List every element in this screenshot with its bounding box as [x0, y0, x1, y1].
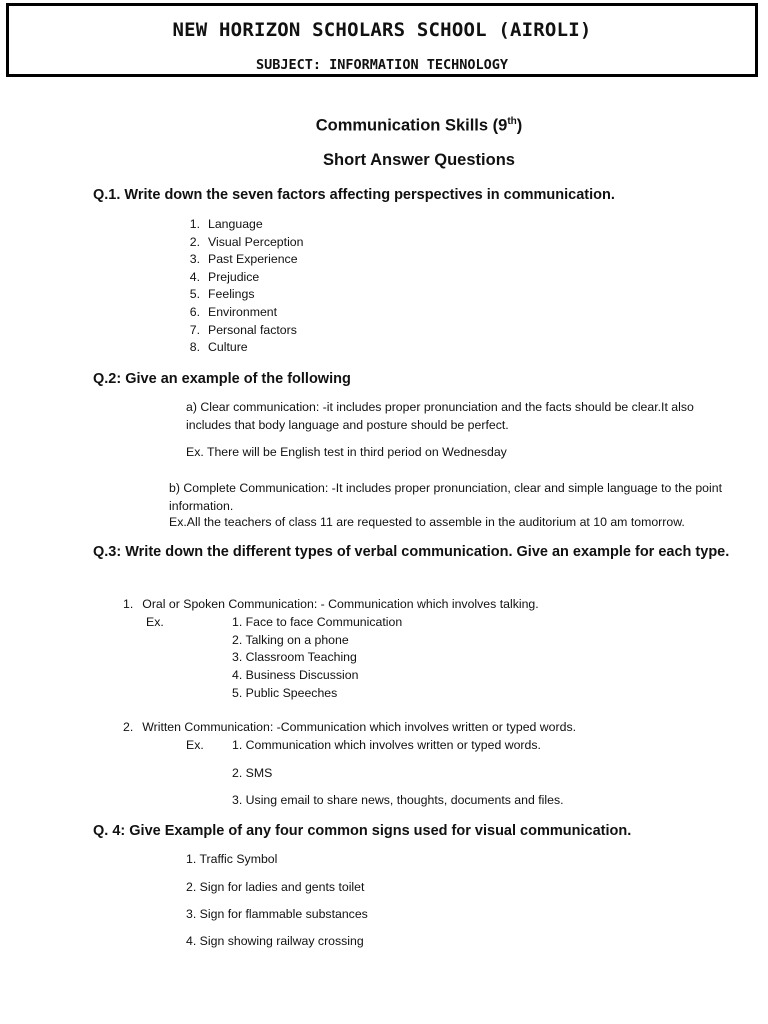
answer-b-example: Ex.All the teachers of class 11 are requested to assemble in the auditorium at 10 am tomorrow.	[169, 515, 685, 529]
header-box	[6, 3, 758, 77]
list-item: 3. Classroom Teaching	[232, 650, 357, 664]
list-item: 6. Environment	[189, 305, 278, 319]
list-item: 5. Feelings	[189, 287, 255, 301]
list-item: 3. Using email to share news, thoughts, documents and files.	[232, 793, 564, 807]
list-item: 8. Culture	[189, 340, 248, 354]
list-item: 2. SMS	[232, 766, 273, 780]
document-subtitle: Short Answer Questions	[323, 151, 515, 169]
school-name: NEW HORIZON SCHOLARS SCHOOL (AIROLI)	[172, 19, 592, 41]
title-superscript: th	[507, 116, 517, 127]
list-item: 1. Communication which involves written or typed words.	[232, 738, 541, 752]
list-item: 1. Traffic Symbol	[186, 852, 278, 866]
list-item: 3. Sign for flammable substances	[186, 907, 368, 921]
list-item: 2. Sign for ladies and gents toilet	[186, 880, 365, 894]
list-item: 1. Language	[189, 217, 263, 231]
answer-b-text: b) Complete Communication: -It includes proper pronunciation, clear and simple language to the point information.	[169, 481, 722, 513]
list-item: 4. Sign showing railway crossing	[186, 934, 364, 948]
subject-line: SUBJECT: INFORMATION TECHNOLOGY	[256, 57, 508, 73]
list-item: 2. Visual Perception	[189, 235, 304, 249]
example-label: Ex.	[146, 615, 164, 629]
list-item: 3. Past Experience	[189, 252, 298, 266]
question-2: Q.2: Give an example of the following	[93, 371, 351, 387]
question-4: Q. 4: Give Example of any four common signs used for visual communication.	[93, 823, 632, 839]
list-item: 4. Prejudice	[189, 270, 260, 284]
verbal-type-1: 1. Oral or Spoken Communication: - Communication which involves talking.	[123, 597, 539, 611]
answer-a-text: a) Clear communication: -it includes proper pronunciation and the facts should be clear.It also includes that body language and posture should be perfect.	[186, 400, 694, 432]
question-1: Q.1. Write down the seven factors affecting perspectives in communication.	[93, 187, 615, 203]
list-item: 2. Talking on a phone	[232, 633, 349, 647]
document-title: Communication Skills (9th)	[315, 116, 523, 135]
list-item: 1. Face to face Communication	[232, 615, 403, 629]
example-label: Ex.	[186, 738, 204, 752]
list-item: 5. Public Speeches	[232, 686, 338, 700]
question-3: Q.3: Write down the different types of verbal communication. Give an example for each type.	[93, 544, 730, 560]
list-item: 4. Business Discussion	[232, 668, 359, 682]
verbal-type-2: 2. Written Communication: -Communication which involves written or typed words.	[123, 720, 577, 734]
answer-a-example: Ex. There will be English test in third period on Wednesday	[186, 445, 507, 459]
list-item: 7. Personal factors	[189, 323, 297, 337]
